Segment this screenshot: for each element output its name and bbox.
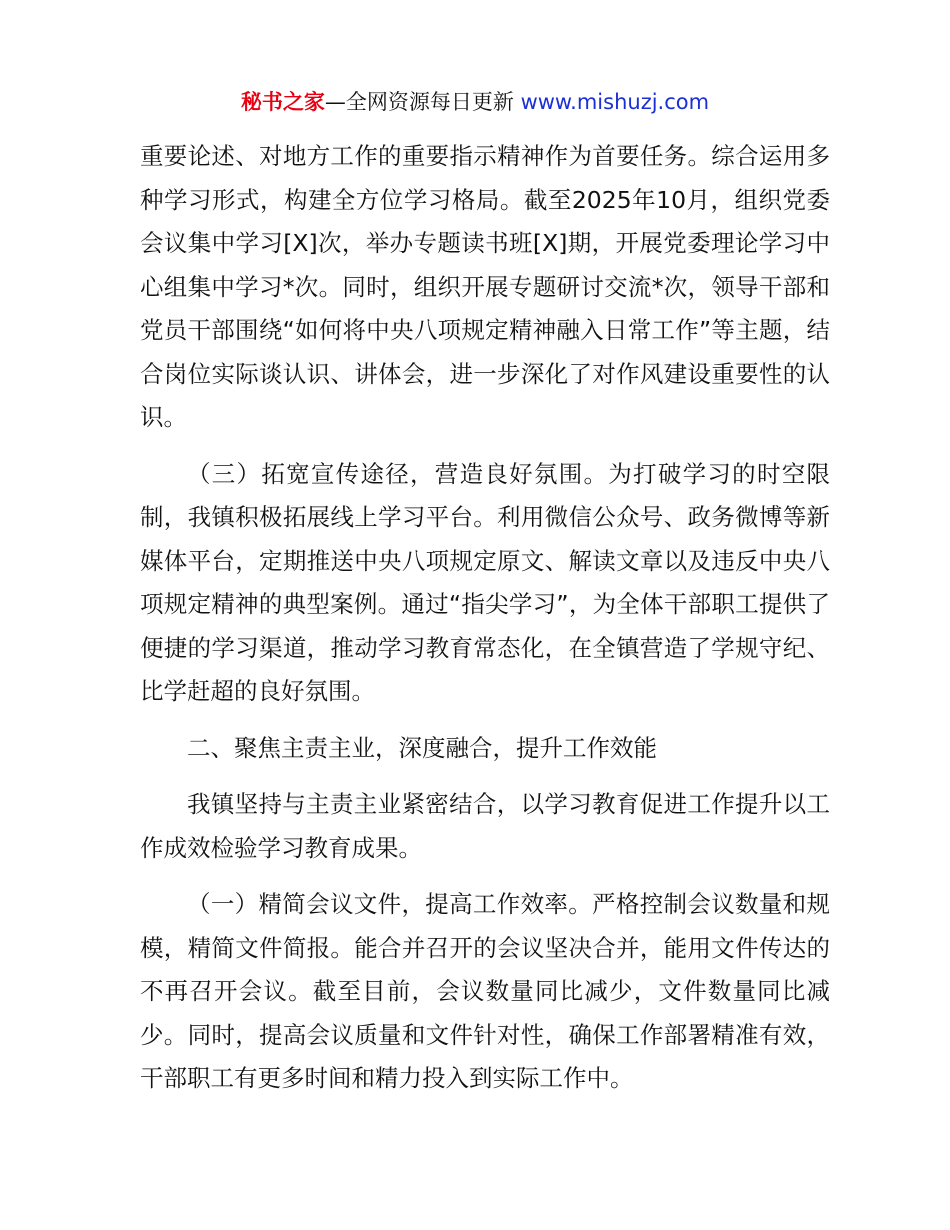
paragraph-section-3: （三）拓宽宣传途径，营造良好氛围。为打破学习的时空限制，我镇积极拓展线上学习平台。利用微信公众号、政务微博等新媒体平台，定期推送中央八项规定原文、解读文章以及违反中央八项规定精神的典型案例。通过“指尖学习”，为全体干部职工提供了便捷的学习渠道，推动学习教育常态化，在全镇营造了学规守纪、比学赶超的良好氛围。 <box>140 459 830 705</box>
document-header <box>0 86 950 118</box>
brand-name: 秘书之家 <box>240 90 325 114</box>
paragraph-continuation: 重要论述、对地方工作的重要指示精神作为首要任务。综合运用多种学习形式，构建全方位学习格局。截至2025年10月，组织党委会议集中学习[X]次，举办专题读书班[X]期，开展党委理论学习中心组集中学习*次。同时，组织开展专题研讨交流*次，领导干部和党员干部围绕“如何将中央八项规定精神融入日常工作”等主题，结合岗位实际谈认识、讲体会，进一步深化了对作风建设重要性的认识。 <box>140 142 830 431</box>
section-heading-2: 二、聚焦主责主业，深度融合，提升工作效能 <box>187 733 657 762</box>
document-body <box>140 135 830 1101</box>
paragraph-section-2-intro: 我镇坚持与主责主业紧密结合，以学习教育促进工作提升以工作成效检验学习教育成果。 <box>140 790 830 862</box>
site-url-link[interactable]: www.mishuzj.com <box>520 90 710 114</box>
header-tagline: —全网资源每日更新 <box>324 90 514 114</box>
paragraph-subsection-1: （一）精简会议文件，提高工作效率。严格控制会议数量和规模，精简文件简报。能合并召开的会议坚决合并，能用文件传达的不再召开会议。截至目前，会议数量同比减少，文件数量同比减少。同时，提高会议质量和文件针对性，确保工作部署精准有效，干部职工有更多时间和精力投入到实际工作中。 <box>140 890 830 1092</box>
